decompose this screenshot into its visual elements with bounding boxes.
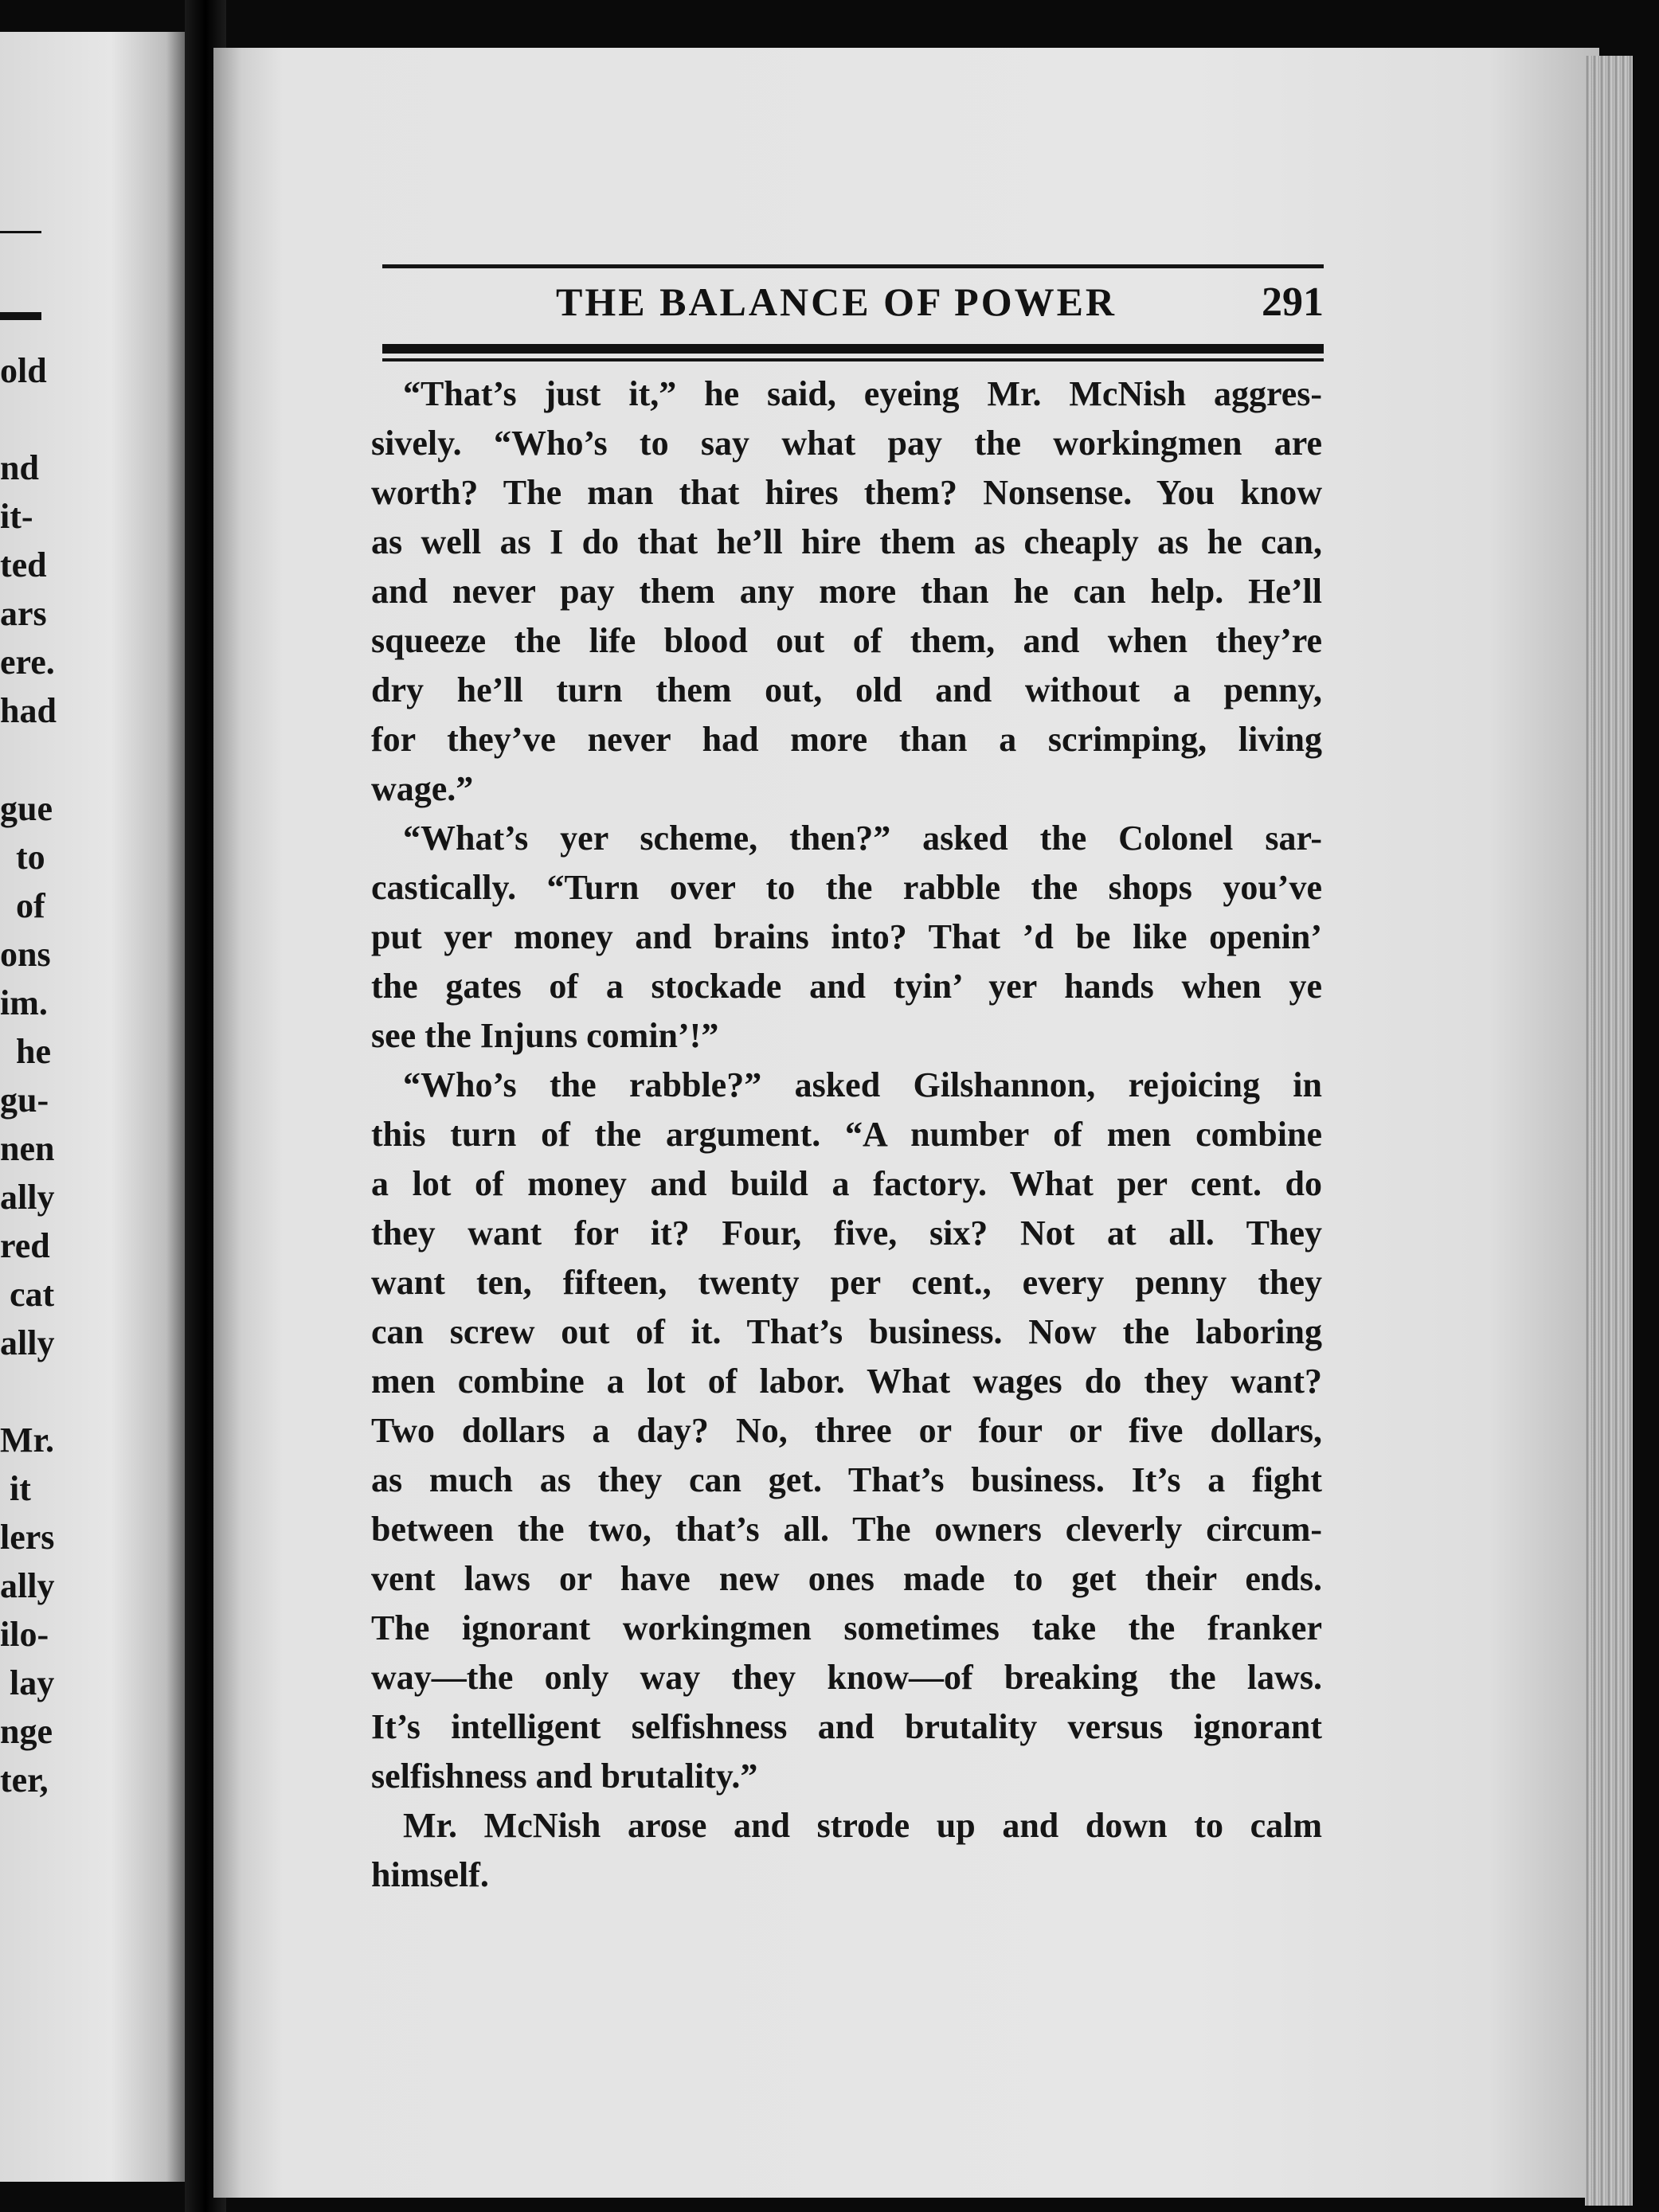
left-fragment: ted	[0, 545, 47, 584]
text-line: “What’s yer scheme, then?” asked the Colonel sar-	[403, 819, 1322, 858]
left-facing-page	[0, 32, 185, 2182]
header-bottom-rule	[382, 344, 1324, 354]
text-line: as much as they can get. That’s business. It’s a fight	[371, 1460, 1322, 1499]
left-fragment: it	[10, 1469, 31, 1508]
text-line: It’s intelligent selfishness and brutality versus ignorant	[371, 1707, 1322, 1746]
text-line: men combine a lot of labor. What wages do they want?	[371, 1362, 1322, 1401]
left-fragment: ere.	[0, 643, 55, 682]
left-fragment: cat	[10, 1275, 55, 1314]
text-line: for they’ve never had more than a scrimping, living	[371, 720, 1322, 759]
text-line: can screw out of it. That’s business. Now the laboring	[371, 1312, 1322, 1351]
text-line: worth? The man that hires them? Nonsense. You know	[371, 473, 1322, 512]
page-number: 291	[1262, 279, 1324, 325]
left-fragment: ally	[0, 1178, 55, 1217]
header-top-rule	[382, 264, 1324, 268]
left-fragment: ally	[0, 1323, 55, 1362]
left-fragment: ter,	[0, 1761, 49, 1800]
text-line: this turn of the argument. “A number of men combine	[371, 1115, 1322, 1154]
left-fragment: ons	[0, 935, 51, 974]
page-edges	[1585, 56, 1633, 2206]
text-line: and never pay them any more than he can help. He’ll	[371, 572, 1322, 611]
left-fragment: it-	[0, 497, 33, 536]
text-line: selfishness and brutality.”	[371, 1757, 758, 1796]
text-line: vent laws or have new ones made to get their ends.	[371, 1559, 1322, 1598]
left-fragment: nen	[0, 1129, 55, 1168]
text-line: “That’s just it,” he said, eyeing Mr. McNish aggres-	[403, 374, 1322, 413]
text-line: The ignorant workingmen sometimes take the franker	[371, 1608, 1322, 1647]
left-fragment: im.	[0, 983, 48, 1022]
left-fragment: nge	[0, 1712, 53, 1751]
text-line: dry he’ll turn them out, old and without a penny,	[371, 670, 1322, 709]
left-fragment: red	[0, 1226, 50, 1265]
text-line: between the two, that’s all. The owners cleverly circum-	[371, 1510, 1322, 1549]
body-text	[371, 369, 1322, 1900]
left-page-text-fragments	[0, 32, 185, 2182]
left-fragment: gue	[0, 789, 53, 828]
left-fragment: ars	[0, 594, 47, 633]
text-line: they want for it? Four, five, six? Not at all. They	[371, 1213, 1322, 1253]
left-fragment: ally	[0, 1566, 55, 1605]
text-line: squeeze the life blood out of them, and when they’re	[371, 621, 1322, 660]
left-fragment: lay	[10, 1663, 55, 1702]
text-line: castically. “Turn over to the rabble the shops you’ve	[371, 868, 1322, 907]
text-line: want ten, fifteen, twenty per cent., every penny they	[371, 1263, 1322, 1302]
text-line: as well as I do that he’ll hire them as cheaply as he can,	[371, 522, 1322, 561]
text-line: himself.	[371, 1855, 489, 1894]
text-line: Two dollars a day? No, three or four or five dollars,	[371, 1411, 1322, 1450]
text-line: put yer money and brains into? That ’d be like openin’	[371, 917, 1322, 956]
left-fragment: had	[0, 691, 57, 730]
left-fragment: Mr.	[0, 1421, 55, 1460]
running-header	[382, 279, 1324, 334]
text-line: Mr. McNish arose and strode up and down to calm	[403, 1806, 1322, 1845]
text-line: see the Injuns comin’!”	[371, 1016, 719, 1055]
left-fragment: ilo-	[0, 1615, 49, 1654]
text-line: the gates of a stockade and tyin’ yer hands when ye	[371, 967, 1322, 1006]
left-fragment: to	[16, 838, 45, 877]
left-fragment: gu-	[0, 1081, 49, 1120]
left-fragment: he	[16, 1032, 51, 1071]
text-line: sively. “Who’s to say what pay the workingmen are	[371, 424, 1322, 463]
running-title: THE BALANCE OF POWER	[556, 279, 1117, 324]
text-line: wage.”	[371, 769, 474, 808]
left-fragment: lers	[0, 1518, 55, 1557]
left-fragment: old	[0, 351, 47, 390]
text-line: “Who’s the rabble?” asked Gilshannon, rejoicing in	[403, 1065, 1322, 1104]
text-line: way—the only way they know—of breaking the laws.	[371, 1658, 1322, 1697]
left-fragment: of	[16, 886, 45, 925]
text-line: a lot of money and build a factory. What per cent. do	[371, 1164, 1322, 1203]
left-fragment: nd	[0, 448, 39, 487]
